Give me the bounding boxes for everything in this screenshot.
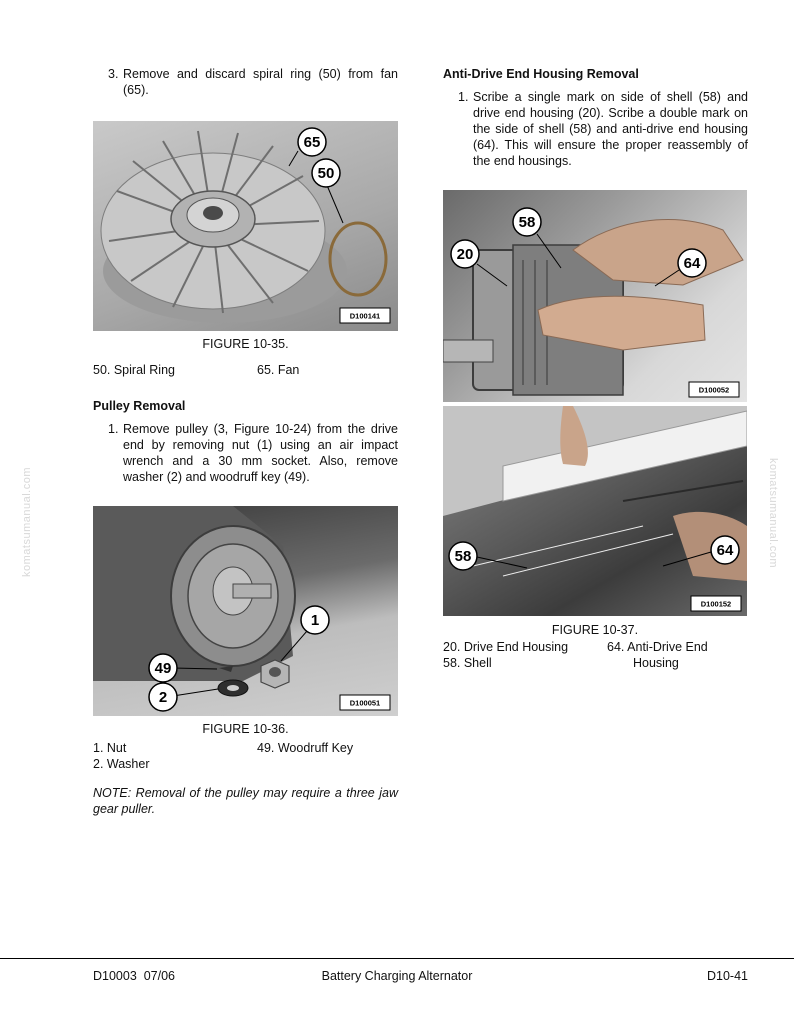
svg-text:D100141: D100141 — [349, 311, 381, 321]
figure-10-37-caption: FIGURE 10-37. — [551, 623, 639, 637]
alternator-illustration — [93, 506, 295, 681]
anti-drive-end-housing-removal-heading: Anti-Drive End Housing Removal — [443, 67, 639, 81]
fan-illustration — [101, 131, 347, 323]
step-text: Remove pulley (3, Figure 10-24) from the drive end by removing nut (1) using an air impact wrench and a 30 mm socket. Also, remove washer (2) and woodruff key (49). — [123, 422, 398, 484]
callout-20 — [451, 240, 479, 268]
step-text: Scribe a single mark on side of shell (58) and drive end housing (20). Scribe a double mark on the side of shell (58) and anti-drive end housing (64). This will ensure the proper reassembly of the end housings. — [473, 90, 748, 168]
legend-nut: 1. Nut — [93, 741, 127, 755]
legend-washer: 2. Washer — [93, 757, 150, 771]
figure-tag — [689, 382, 739, 397]
svg-text:49: 49 — [154, 660, 172, 677]
legend-drive-end-housing: 20. Drive End Housing — [443, 640, 569, 654]
figure-tag — [691, 596, 741, 611]
footer-doc-id: D10003 07/06 — [93, 969, 176, 983]
step-number: 1. — [458, 90, 469, 104]
svg-text:D100051: D100051 — [349, 698, 381, 708]
legend-anti-drive-end: 64. Anti-Drive End — [607, 640, 708, 654]
svg-text:64: 64 — [683, 255, 701, 272]
svg-text:50: 50 — [317, 165, 335, 182]
svg-text:64: 64 — [716, 542, 734, 559]
figure-tag — [340, 695, 390, 710]
figure-10-36-caption: FIGURE 10-36. — [202, 722, 289, 736]
legend-fan: 65. Fan — [257, 363, 300, 377]
legend-shell: 58. Shell — [443, 656, 492, 670]
figure-10-37-top-photo — [443, 190, 747, 402]
svg-text:58: 58 — [454, 548, 472, 565]
legend-anti-drive-end-housing-cont: Housing — [633, 656, 679, 670]
pulley-removal-heading: Pulley Removal — [93, 399, 186, 413]
callout-64 — [711, 536, 739, 564]
svg-text:1: 1 — [310, 612, 320, 629]
step-text: Remove and discard spiral ring (50) from fan (65). — [123, 67, 398, 97]
step-number: 3. — [108, 67, 119, 81]
svg-text:2: 2 — [158, 689, 168, 706]
footer-section-title: Battery Charging Alternator — [321, 969, 473, 983]
svg-text:20: 20 — [456, 246, 474, 263]
callout-58 — [449, 542, 477, 570]
footer-rule — [0, 958, 794, 959]
figure-10-37-bottom-photo — [443, 406, 747, 616]
watermark-right: komatsumanual.com — [767, 458, 779, 568]
legend-woodruff-key: 49. Woodruff Key — [257, 741, 354, 755]
figure-10-35-caption: FIGURE 10-35. — [202, 337, 289, 351]
step-number: 1. — [108, 422, 119, 436]
footer-page-number: D10-41 — [707, 969, 748, 983]
legend-spiral-ring: 50. Spiral Ring — [93, 363, 175, 377]
callout-65 — [298, 128, 326, 156]
svg-text:D100152: D100152 — [700, 599, 732, 609]
note: NOTE: Removal of the pulley may require a three jaw gear puller. — [93, 786, 398, 816]
callout-58 — [513, 208, 541, 236]
figure-10-35-photo — [93, 121, 398, 331]
watermark-left: komatsumanual.com — [21, 467, 33, 577]
svg-text:D100052: D100052 — [698, 385, 730, 395]
callout-2 — [149, 683, 177, 711]
svg-text:65: 65 — [303, 134, 321, 151]
step-3 — [108, 66, 398, 98]
nut-illustration — [261, 660, 289, 688]
callout-49 — [149, 654, 177, 682]
pulley-step-1 — [108, 421, 398, 485]
callout-1 — [301, 606, 329, 634]
anti-drive-step-1 — [458, 89, 748, 169]
callout-64 — [678, 249, 706, 277]
callout-50 — [312, 159, 340, 187]
svg-text:58: 58 — [518, 214, 536, 231]
figure-10-36-photo — [93, 506, 398, 716]
figure-tag — [340, 308, 390, 323]
